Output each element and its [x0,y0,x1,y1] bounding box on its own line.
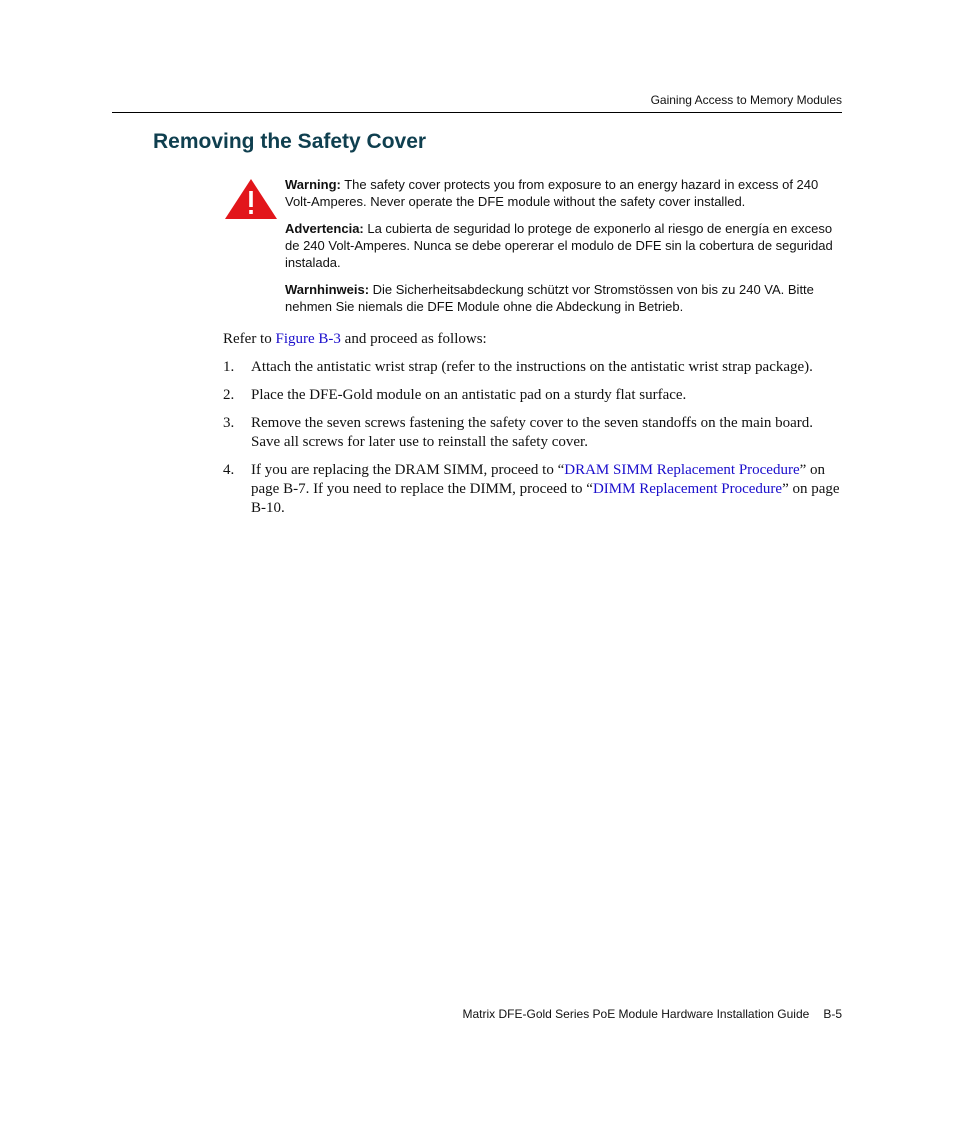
step-text: Place the DFE-Gold module on an antistatic pad on a sturdy flat surface. [251,387,687,403]
step-text: If you are replacing the DRAM SIMM, proceed to “ [251,462,565,478]
step-number: 3. [223,415,235,431]
step-text: ” on page B-10. [251,481,840,516]
step-item [223,414,843,452]
page-footer [112,1007,842,1021]
warning-triangle-icon [224,178,278,220]
step-text: ” on page B-7. If you need to replace the DIMM, proceed to “ [251,462,826,497]
step-text: Remove the seven screws fastening the safety cover to the seven standoffs on the main board. Save all screws for later use to reinstall the safety cover. [251,415,814,450]
dimm-procedure-link[interactable]: DIMM Replacement Procedure [592,481,783,497]
warning-label: Warning: [285,177,341,192]
warning-label: Warnhinweis: [285,282,370,297]
step-number: 4. [223,462,235,478]
warning-block [285,176,842,325]
warning-label: Advertencia: [285,221,364,236]
warning-text: Die Sicherheitsabdeckung schützt vor Stromstössen von bis zu 240 VA. Bitte nehmen Sie niemals die DFE Module ohne die Abdeckung in Betrieb. [285,282,814,314]
step-number: 2. [223,387,235,403]
footer-page-number: B-5 [823,1007,842,1021]
section-title: Removing the Safety Cover [153,130,427,153]
running-header-title: Gaining Access to Memory Modules [650,93,842,107]
intro-before: Refer to [223,331,276,347]
warning-spanish [285,220,842,271]
step-item [223,461,843,518]
dram-simm-procedure-link[interactable]: DRAM SIMM Replacement Procedure [564,462,800,478]
warning-text: The safety cover protects you from exposure to an energy hazard in excess of 240 Volt-Amperes. Never operate the DFE module without the safety cover installed. [285,177,819,209]
warning-text: La cubierta de seguridad lo protege de exponerlo al riesgo de energía en exceso de 240 Volt-Amperes. Nunca se debe opererar el modulo de DFE sin la cobertura de seguridad instalada. [285,221,833,270]
step-number: 1. [223,359,235,375]
warning-german [285,281,842,315]
intro-paragraph [223,330,487,349]
step-text: Attach the antistatic wrist strap (refer to the instructions on the antistatic wrist strap package). [251,359,813,375]
procedure-steps [223,358,843,527]
figure-b3-link[interactable]: Figure B-3 [275,331,341,347]
intro-after: and proceed as follows: [340,331,487,347]
running-header [112,93,842,113]
step-item [223,358,843,377]
footer-guide-title: Matrix DFE-Gold Series PoE Module Hardware Installation Guide [462,1007,810,1021]
step-item [223,386,843,405]
warning-english [285,176,842,210]
